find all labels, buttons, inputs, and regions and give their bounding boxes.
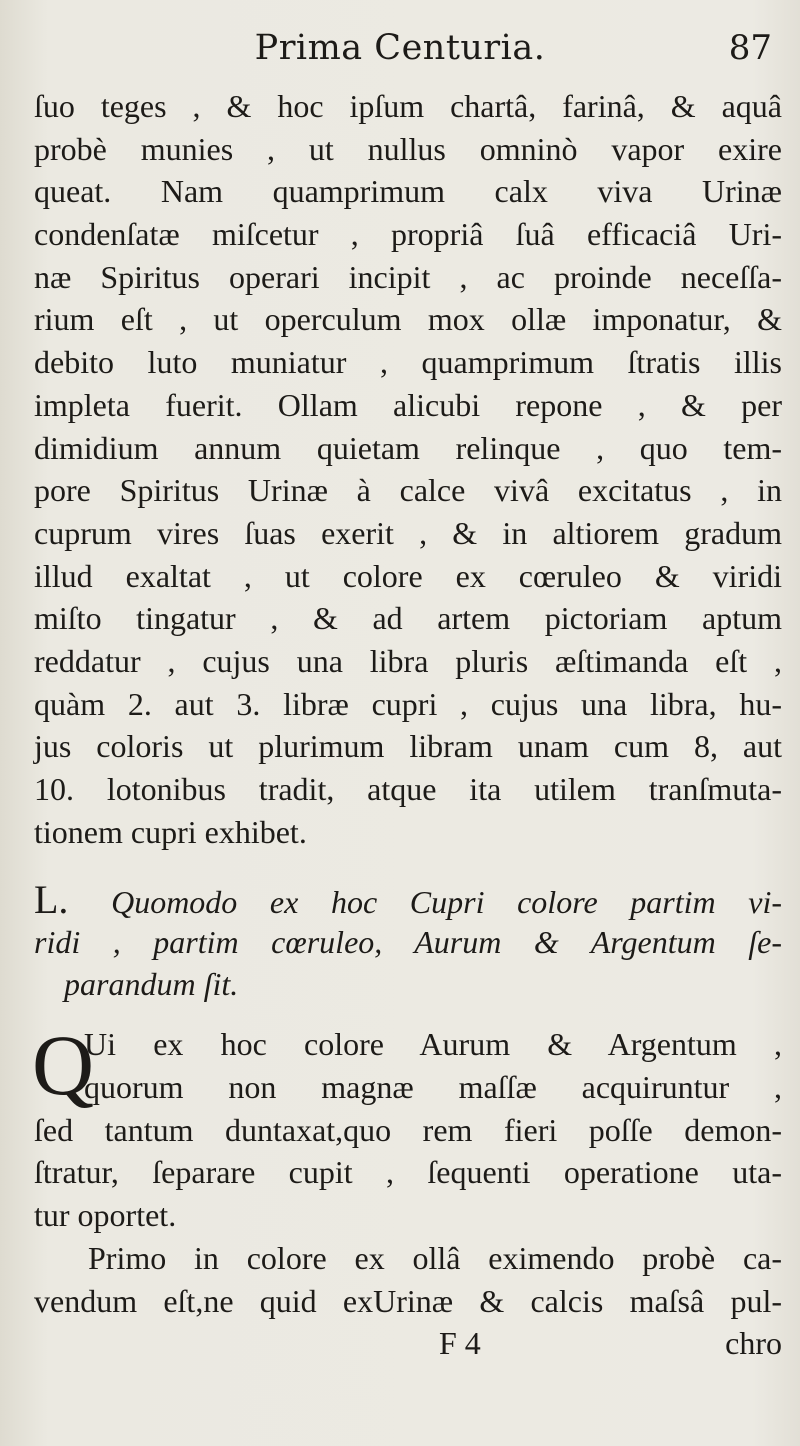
text-line: debito luto muniatur , quamprimum ſtratis illis (34, 344, 782, 381)
text-line: quàm 2. aut 3. libræ cupri , cujus una libra, hu- (34, 685, 782, 722)
text-line: jus coloris ut plurimum libram unam cum 8, aut (34, 728, 782, 765)
text-line: dimidium annum quietam relinque , quo tem- (34, 429, 782, 466)
heading-line (34, 879, 782, 921)
section-gap (34, 1005, 782, 1023)
text-line: Primo in colore ex ollâ eximendo probè ca- (88, 1239, 782, 1276)
text-line: condenſatæ miſcetur , propriâ ſuâ efficaciâ Uri- (34, 216, 782, 253)
signature-mark: F 4 (439, 1325, 481, 1362)
text-line: quorum non magnæ maſſæ acquiruntur , (84, 1069, 782, 1106)
text-line: reddatur , cujus una libra pluris æſtimanda eſt , (34, 642, 782, 679)
text-line: vendum eſt,ne quid exUrinæ & calcis maſsâ pul- (34, 1282, 782, 1319)
page-number: 87 (728, 28, 772, 68)
text-line: rium eſt , ut operculum mox ollæ imponatur, & (34, 301, 782, 338)
section-gap (34, 853, 782, 879)
text-line: ſuo teges , & hoc ipſum chartâ, farinâ, & aquâ (34, 88, 782, 124)
text-line: pore Spiritus Urinæ à calce vivâ excitatus , in (34, 472, 782, 509)
heading-line (34, 921, 782, 963)
catchword: chro (725, 1325, 782, 1362)
text-line: ſed tantum duntaxat,quo rem fieri poſſe demon- (34, 1111, 782, 1148)
text-line: næ Spiritus operari incipit , ac proinde neceſſa- (34, 258, 782, 295)
text-line: 10. lotonibus tradit, atque ita utilem tranſmuta- (34, 771, 782, 807)
page-header (0, 28, 800, 78)
text-line: tionem cupri exhibet. (34, 813, 307, 850)
section-label: L. (34, 877, 69, 923)
text-line: miſto tingatur , & ad artem pictoriam aptum (34, 600, 782, 637)
text-line: illud exaltat , ut colore ex cœruleo & viridi (34, 557, 782, 594)
heading-text: Quomodo ex hoc Cupri colore partim vi- (111, 884, 783, 921)
body-text (34, 85, 782, 1364)
text-line: cuprum vires ſuas exerit , & in altiorem gradum (34, 514, 782, 551)
text-line: tur oportet. (34, 1197, 177, 1234)
paragraph-recipe (34, 85, 782, 853)
text-line: queat. Nam quamprimum calx viva Urinæ (34, 173, 782, 210)
paragraph-separation (32, 1017, 782, 1322)
page-footer (34, 1322, 782, 1364)
text-line: Ui ex hoc colore Aurum & Argentum , (84, 1026, 782, 1063)
text-line: ſtratur, ſeparare cupit , ſequenti operatione uta- (34, 1154, 782, 1191)
heading-text: ridi , partim cœruleo, Aurum & Argentum ſe- (34, 924, 782, 961)
text-line: impleta fuerit. Ollam alicubi repone , & per (34, 386, 782, 423)
text-line: probè munies , ut nullus omninò vapor exire (34, 130, 782, 167)
heading-text: parandum ſit. (64, 966, 239, 1003)
running-title: Prima Centuria. (254, 28, 546, 68)
section-heading (34, 879, 782, 1005)
drop-cap: Q (32, 1017, 95, 1114)
heading-line (34, 963, 782, 1005)
